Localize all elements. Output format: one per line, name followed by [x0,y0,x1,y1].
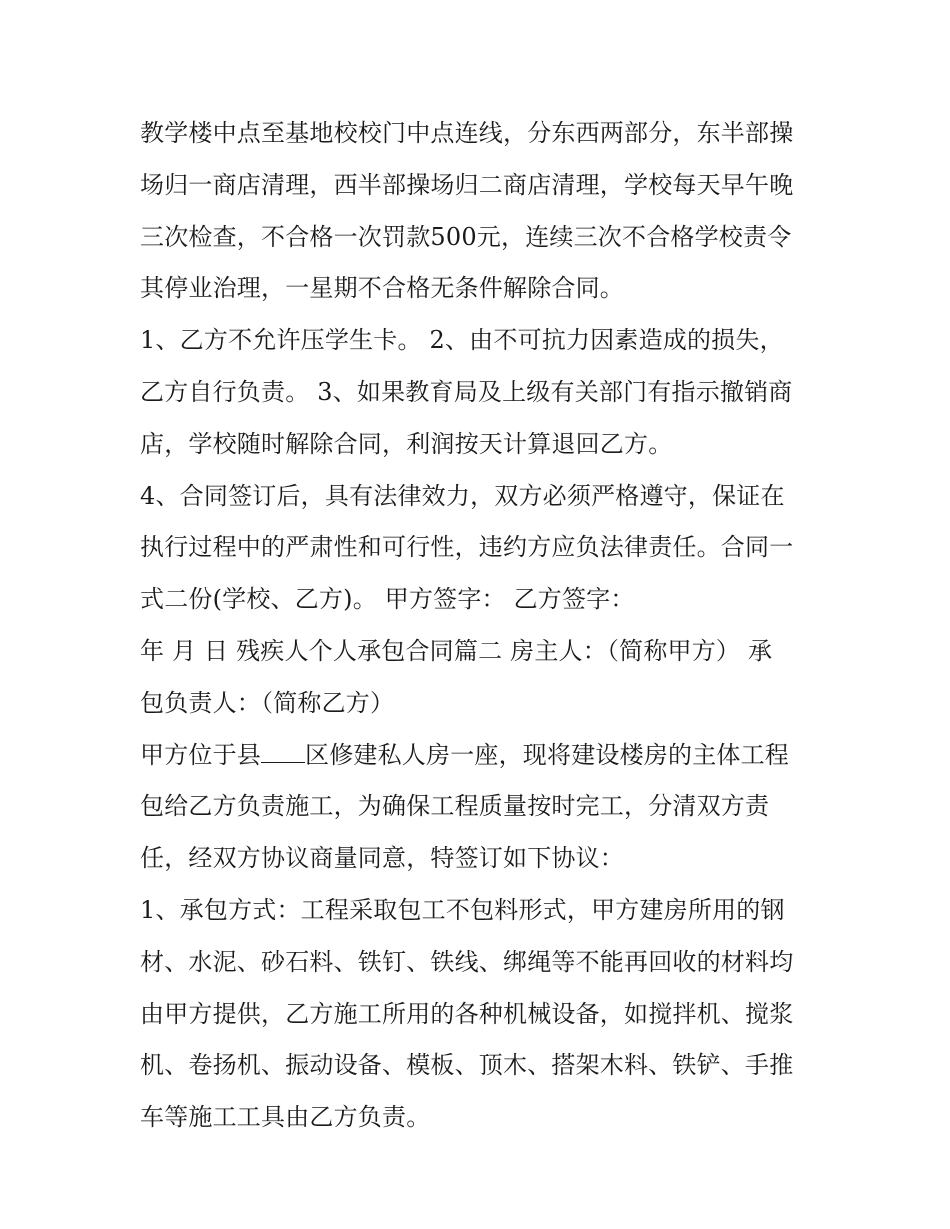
text-line-6: 乙方自行负责。 3、如果教育局及上级有关部门有指示撤销商 [140,377,793,406]
text-line-2: 场归一商店清理，西半部操场归二商店清理，学校每天早午晚 [140,170,794,199]
text-line-5: 1、乙方不允许压学生卡。 2、由不可抗力因素造成的损失， [140,326,784,355]
text-line-1: 教学楼中点至基地校校门中点连线，分东西两部分，东半部操 [140,119,794,147]
text-line-19: 机、卷扬机、振动设备、模板、顶木、搭架木料、铁铲、手推 [140,1051,794,1080]
text-line-16: 1、承包方式：工程采取包工不包料形式，甲方建房所用的钢 [140,895,785,924]
text-line-17: 材、水泥、砂石料、铁钉、铁线、绑绳等不能再回收的材料均 [140,947,794,976]
text-line-14: 包给乙方负责施工，为确保工程质量按时完工，分清双方责 [140,792,770,821]
text-line-3: 三次检查，不合格一次罚款500元，连续三次不合格学校责令 [140,222,792,251]
text-line-15: 任，经双方协议商量同意，特签订如下协议： [140,844,624,873]
text-line-13 [140,730,820,782]
text-line-8: 4、合同签订后，具有法律效力，双方必须严格遵守，保证在 [140,481,785,510]
fill-in-blank [261,744,305,763]
document-body [140,108,820,1144]
text-line-4: 其停业治理，一星期不合格无条件解除合同。 [140,274,624,303]
text-line-7: 店，学校随时解除合同，利润按天计算退回乙方。 [140,429,673,458]
text-line-10: 式二份(学校、乙方)。 甲方签字： 乙方签字： [140,585,635,614]
text-line-13-end: 区修建私人房一座，现将建设楼房的主体工程 [305,740,789,769]
text-line-9: 执行过程中的严肃性和可行性，违约方应负法律责任。合同一 [140,533,794,562]
text-line-18: 由甲方提供，乙方施工所用的各种机械设备，如搅拌机、搅浆 [140,999,794,1028]
text-line-13-start: 甲方位于县 [140,740,261,769]
text-line-12: 包负责人：（简称乙方） [140,688,395,717]
text-line-11: 年 月 日 残疾人个人承包合同篇二 房主人：（简称甲方） 承 [140,636,773,665]
text-line-20: 车等施工工具由乙方负责。 [140,1103,431,1132]
